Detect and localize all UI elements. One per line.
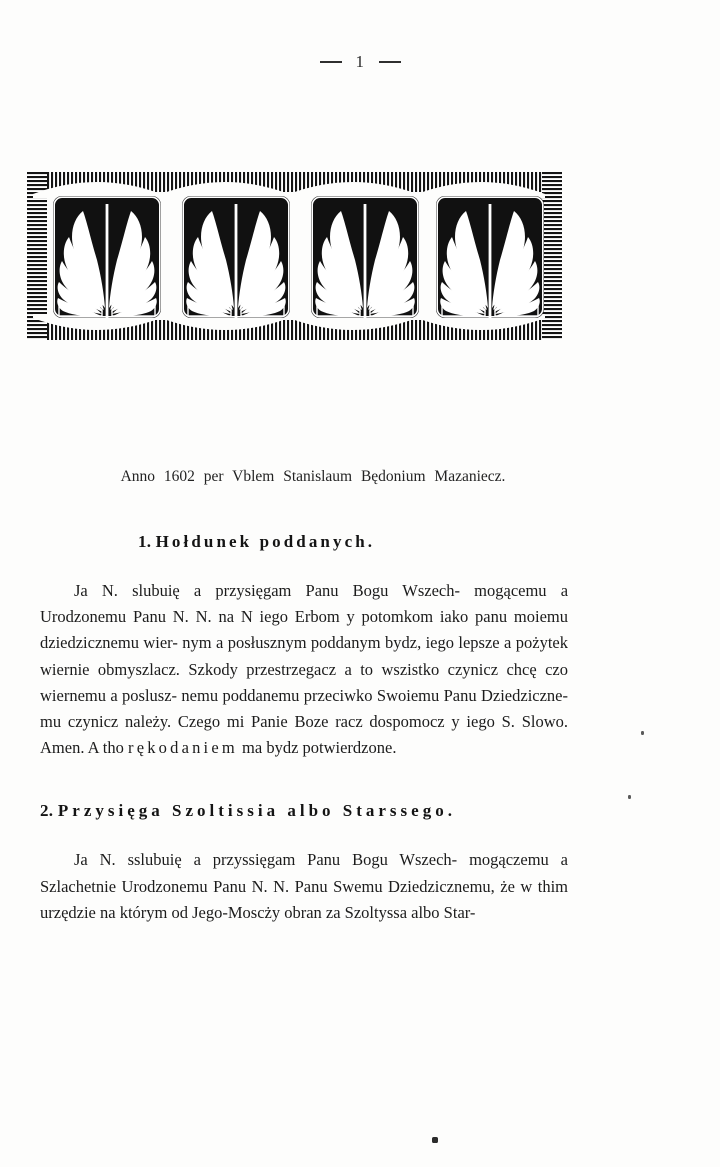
section-1-number: 1. bbox=[138, 532, 152, 551]
attribution-line: Anno 1602 per Vblem Stanislaum Będonium Mazaniecz. bbox=[120, 468, 506, 485]
line: mu czynicz należy. Czego mi Panie Boze racz dospomocz bbox=[40, 712, 445, 732]
page-folio bbox=[0, 52, 720, 72]
scan-speck bbox=[628, 795, 631, 799]
section-1-heading bbox=[40, 532, 568, 552]
line: którym od Jego-Moscży obran za Szoltyssa albo Star- bbox=[119, 902, 476, 922]
palmette-motif-3 bbox=[311, 196, 419, 318]
line: mogącemu a Urodzonemu Panu N. N. na N iego Erbom bbox=[40, 581, 569, 627]
palmette-motif-4 bbox=[436, 196, 544, 318]
line: mogączemu a Szlachetnie Urodzonemu Panu N. N. bbox=[40, 850, 568, 896]
line: Ja N. slubuię a przysięgam Panu Bogu Wszech- bbox=[74, 581, 460, 600]
palmette-motif-2 bbox=[182, 196, 290, 318]
emphasised-word: rękodaniem bbox=[128, 738, 238, 758]
section-2-number: 2. bbox=[40, 801, 54, 821]
line: nym a posłusznym poddanym bydz, iego lepsze a bbox=[182, 633, 512, 653]
line: Panu Swemu Dziedzicznemu, że w thim urzędzie na bbox=[40, 876, 568, 922]
line: Ja N. sslubuię a przyssięgam Panu Bogu Wszech- bbox=[74, 850, 458, 870]
line: a to wszistko czynicz chcę czo wiernemu a poslusz- bbox=[40, 659, 569, 705]
line: bydz potwierdzone. bbox=[266, 738, 397, 758]
section-1-title: Hołdunek poddanych. bbox=[155, 532, 376, 551]
section-2-title: Przysięga Szoltissia albo Starssego. bbox=[57, 801, 456, 821]
scan-speck bbox=[641, 731, 644, 735]
section-2-heading bbox=[40, 801, 568, 821]
line: y iego S. Slowo. Amen. A tho rękodaniem ma bbox=[40, 712, 569, 758]
section-1-paragraph bbox=[40, 578, 568, 761]
section-2-paragraph bbox=[40, 847, 568, 926]
page-number: 1 bbox=[355, 52, 365, 71]
folio-rule-left bbox=[320, 61, 342, 63]
line: nemu poddanemu przeciwko Swoiemu Panu Dziedziczne- bbox=[181, 685, 568, 705]
footer-speck bbox=[432, 1137, 438, 1143]
palmette-motif-1 bbox=[53, 196, 161, 318]
folio-rule-right bbox=[379, 61, 401, 63]
line: y potomkom iako panu moiemu dziedzicznemu wier- bbox=[40, 607, 569, 653]
ornamental-headpiece bbox=[27, 172, 562, 340]
line: pożytek wiernie obmyszlacz. Szkody przestrzegacz bbox=[40, 633, 568, 679]
text-column bbox=[40, 468, 568, 926]
